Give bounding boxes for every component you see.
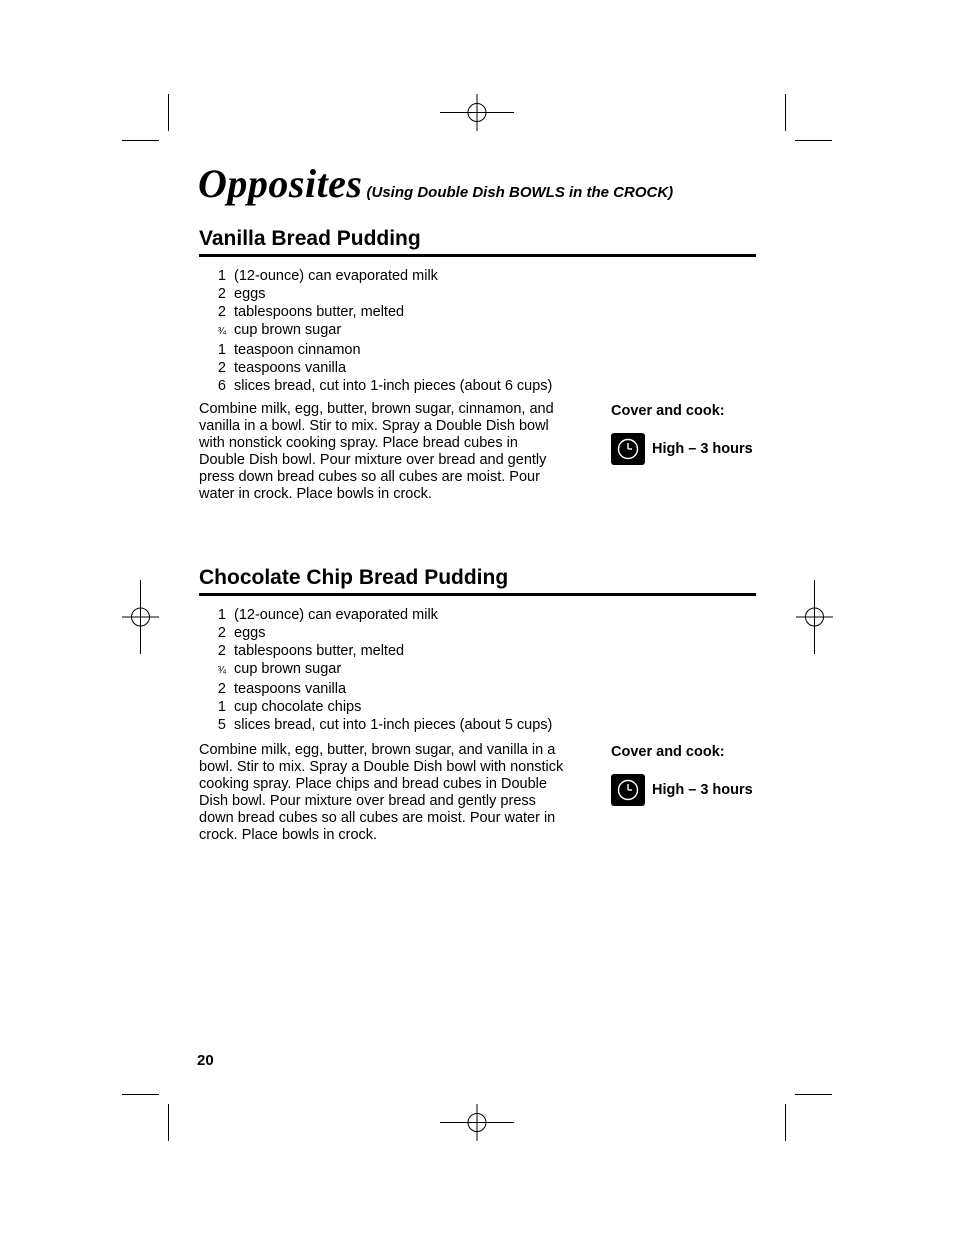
- registration-mark-icon: [440, 1104, 514, 1141]
- ingredient-item: [199, 377, 756, 395]
- ingredient-qty: ¾: [217, 665, 226, 676]
- registration-mark-icon: [796, 580, 833, 654]
- ingredient-item: [199, 642, 756, 660]
- ingredient-qty: 2: [217, 643, 226, 659]
- ingredient-text: teaspoons vanilla: [234, 681, 347, 697]
- ingredient-qty: 6: [217, 378, 226, 394]
- ingredient-text: cup brown sugar: [234, 661, 342, 677]
- ingredient-item: [199, 341, 756, 359]
- crop-mark: [785, 94, 786, 131]
- recipe-title: Chocolate Chip Bread Pudding: [199, 565, 756, 596]
- ingredient-text: (12-ounce) can evaporated milk: [234, 268, 438, 284]
- cook-setting: High – 3 hours: [652, 441, 753, 457]
- crop-mark: [785, 1104, 786, 1141]
- ingredient-text: cup brown sugar: [234, 322, 342, 338]
- ingredient-item: [199, 267, 756, 285]
- crop-mark: [795, 1094, 832, 1095]
- ingredient-list: [199, 596, 756, 734]
- ingredient-qty: 1: [217, 607, 226, 623]
- clock-icon: [611, 774, 645, 806]
- ingredient-qty: 2: [217, 681, 226, 697]
- ingredient-text: eggs: [234, 625, 266, 641]
- ingredient-text: tablespoons butter, melted: [234, 643, 405, 659]
- crop-mark: [168, 1104, 169, 1141]
- ingredient-text: tablespoons butter, melted: [234, 304, 405, 320]
- ingredient-qty: ¾: [217, 326, 226, 337]
- ingredient-item: [199, 321, 756, 341]
- ingredient-item: [199, 303, 756, 321]
- ingredient-text: cup chocolate chips: [234, 699, 362, 715]
- ingredient-qty: 2: [217, 360, 226, 376]
- ingredient-text: eggs: [234, 286, 266, 302]
- cook-label: Cover and cook:: [611, 403, 725, 419]
- ingredient-item: [199, 359, 756, 377]
- ingredient-qty: 2: [217, 304, 226, 320]
- recipe-chocolate-chip-bread-pudding: [199, 565, 756, 852]
- recipe-instructions: [199, 401, 756, 511]
- ingredient-item: [199, 698, 756, 716]
- cook-setting-row: [611, 774, 761, 806]
- crop-mark: [122, 140, 159, 141]
- cook-settings: [611, 744, 761, 806]
- cook-label: Cover and cook:: [611, 744, 725, 760]
- page-subtitle: (Using Double Dish BOWLS in the CROCK): [366, 184, 674, 201]
- page-title: [198, 160, 673, 207]
- ingredient-item: [199, 606, 756, 624]
- recipe-directions: Combine milk, egg, butter, brown sugar, cinnamon, and vanilla in a bowl. Stir to mix. Spray a Double Dish bowl with nonstick cooking spray. Place bread cubes in Double Dish bowl. Pour mixture over bread and gently press down bread cubes so all cubes are moist. Pour water in crock. Place bowls in crock.: [199, 401, 554, 502]
- recipe-title: Vanilla Bread Pudding: [199, 226, 756, 257]
- crop-mark: [795, 140, 832, 141]
- page-number: 20: [197, 1052, 214, 1069]
- page-title-text: Opposites: [198, 161, 363, 206]
- registration-mark-icon: [122, 580, 159, 654]
- ingredient-qty: 1: [217, 342, 226, 358]
- ingredient-list: [199, 257, 756, 395]
- ingredient-qty: 2: [217, 625, 226, 641]
- ingredient-qty: 2: [217, 286, 226, 302]
- recipe-vanilla-bread-pudding: [199, 226, 756, 511]
- ingredient-text: slices bread, cut into 1-inch pieces (about 5 cups): [234, 717, 553, 733]
- clock-icon: [611, 433, 645, 465]
- ingredient-text: (12-ounce) can evaporated milk: [234, 607, 438, 623]
- ingredient-item: [199, 285, 756, 303]
- ingredient-text: teaspoons vanilla: [234, 360, 347, 376]
- ingredient-item: [199, 680, 756, 698]
- ingredient-qty: 1: [217, 268, 226, 284]
- ingredient-item: [199, 624, 756, 642]
- ingredient-qty: 1: [217, 699, 226, 715]
- registration-mark-icon: [440, 94, 514, 131]
- ingredient-text: teaspoon cinnamon: [234, 342, 361, 358]
- ingredient-item: [199, 716, 756, 734]
- ingredient-item: [199, 660, 756, 680]
- cook-settings: [611, 403, 761, 465]
- recipe-directions: Combine milk, egg, butter, brown sugar, and vanilla in a bowl. Stir to mix. Spray a Double Dish bowl with nonstick cooking spray. Place chips and bread cubes in Double Dish bowl. Pour mixture over bread and gently press down bread cubes so all cubes are moist. Pour water in crock. Place bowls in crock.: [199, 742, 564, 843]
- recipe-instructions: [199, 742, 756, 852]
- crop-mark: [122, 1094, 159, 1095]
- ingredient-text: slices bread, cut into 1-inch pieces (about 6 cups): [234, 378, 553, 394]
- ingredient-qty: 5: [217, 717, 226, 733]
- cook-setting-row: [611, 433, 761, 465]
- cook-setting: High – 3 hours: [652, 782, 753, 798]
- crop-mark: [168, 94, 169, 131]
